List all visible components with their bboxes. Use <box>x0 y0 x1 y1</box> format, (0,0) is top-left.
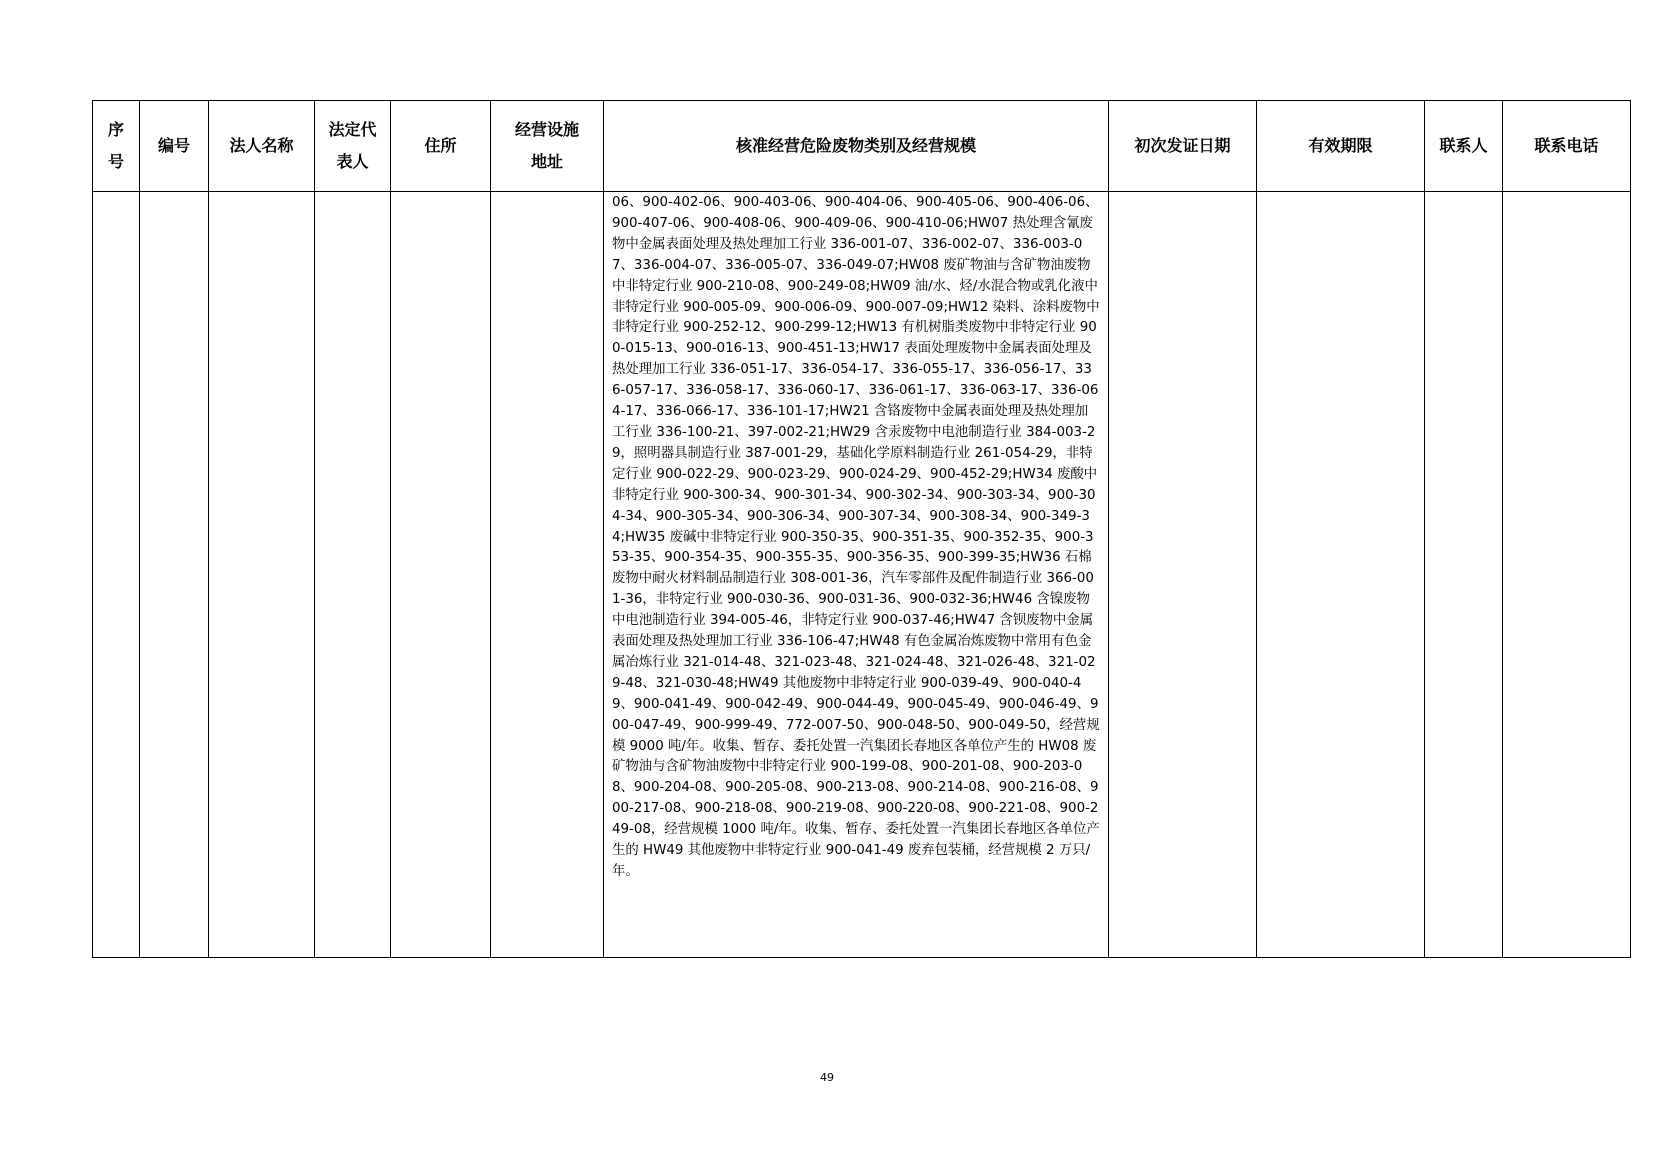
scope-text: 06、900-402-06、900-403-06、900-404-06、900-405-06、900-406-06、900-407-06、900-408-06、900-409-06、900-410-06;HW07 热处理含氰废物中金属表面处理及热处理加工行业 336-001-07、336-002-07、336-003-07、336-004-07、336-005-07、336-049-07;HW08 废矿物油与含矿物油废物中非特定行业 900-210-08、900-249-08;HW09 油/水、烃/水混合物或乳化液中非特定行业 900-005-09、900-006-09、900-007-09;HW12 染料、涂料废物中非特定行业 900-252-12、900-299-12;HW13 有机树脂类废物中非特定行业 900-015-13、900-016-13、900-451-13;HW17 表面处理废物中金属表面处理及热处理加工行业 336-051-17、336-054-17、336-055-17、336-056-17、336-057-17、336-058-17、336-060-17、336-061-17、336-063-17、336-064-17、336-066-17、336-101-17;HW21 含铬废物中金属表面处理及热处理加工行业 336-100-21、397-002-21;HW29 含汞废物中电池制造行业 384-003-29，照明器具制造行业 387-001-29，基础化学原料制造行业 261-054-29，非特定行业 900-022-29、900-023-29、900-024-29、900-452-29;HW34 废酸中非特定行业 900-300-34、900-301-34、900-302-34、900-303-34、900-304-34、900-305-34、900-306-34、900-307-34、900-308-34、900-349-34;HW35 废碱中非特定行业 900-350-35、900-351-35、900-352-35、900-353-35、900-354-35、900-355-35、900-356-35、900-399-35;HW36 石棉废物中耐火材料制品制造行业 308-001-36，汽车零部件及配件制造行业 366-001-36，非特定行业 900-030-36、900-031-36、900-032-36;HW46 含镍废物中电池制造行业 394-005-46，非特定行业 900-037-46;HW47 含钡废物中金属表面处理及热处理加工行业 336-106-47;HW48 有色金属冶炼废物中常用有色金属冶炼行业 321-014-48、321-023-48、321-024-48、321-026-48、321-029-48、321-030-48;HW49 其他废物中非特定行业 900-039-49、900-040-49、900-041-49、900-042-49、900-044-49、900-045-49、900-046-49、900-047-49、900-999-49、772-007-50、900-048-50、900-049-50，经营规模 9000 吨/年。收集、暂存、委托处置一汽集团长春地区各单位产生的 HW08 废矿物油与含矿物油废物中非特定行业 900-199-08、900-201-08、900-203-08、900-204-08、900-205-08、900-213-08、900-214-08、900-216-08、900-217-08、900-218-08、900-219-08、900-220-08、900-221-08、900-249-08，经营规模 1000 吨/年。收集、暂存、委托处置一汽集团长春地区各单位产生的 HW49 其他废物中非特定行业 900-041-49 废弃包装桶，经营规模 2 万只/年。 <box>612 195 1100 879</box>
cell-scope <box>604 192 1109 958</box>
cell-seq <box>93 192 140 958</box>
cell-validity <box>1257 192 1425 958</box>
cell-address <box>391 192 491 958</box>
header-representative: 法定代 表人 <box>315 101 391 192</box>
header-validity: 有效期限 <box>1257 101 1425 192</box>
header-number: 编号 <box>140 101 209 192</box>
header-row <box>93 101 1631 192</box>
cell-representative <box>315 192 391 958</box>
cell-contact <box>1425 192 1503 958</box>
header-facility-address: 经营设施 地址 <box>491 101 604 192</box>
header-contact: 联系人 <box>1425 101 1503 192</box>
permit-table <box>92 100 1631 958</box>
cell-first-issue-date <box>1109 192 1257 958</box>
header-address: 住所 <box>391 101 491 192</box>
header-first-issue-date: 初次发证日期 <box>1109 101 1257 192</box>
cell-phone <box>1503 192 1631 958</box>
header-seq: 序 号 <box>93 101 140 192</box>
page-number: 49 <box>820 1071 834 1084</box>
header-scope: 核准经营危险废物类别及经营规模 <box>604 101 1109 192</box>
cell-facility-address <box>491 192 604 958</box>
header-legal-name: 法人名称 <box>209 101 315 192</box>
header-phone: 联系电话 <box>1503 101 1631 192</box>
cell-legal-name <box>209 192 315 958</box>
table-row <box>93 192 1631 958</box>
cell-number <box>140 192 209 958</box>
